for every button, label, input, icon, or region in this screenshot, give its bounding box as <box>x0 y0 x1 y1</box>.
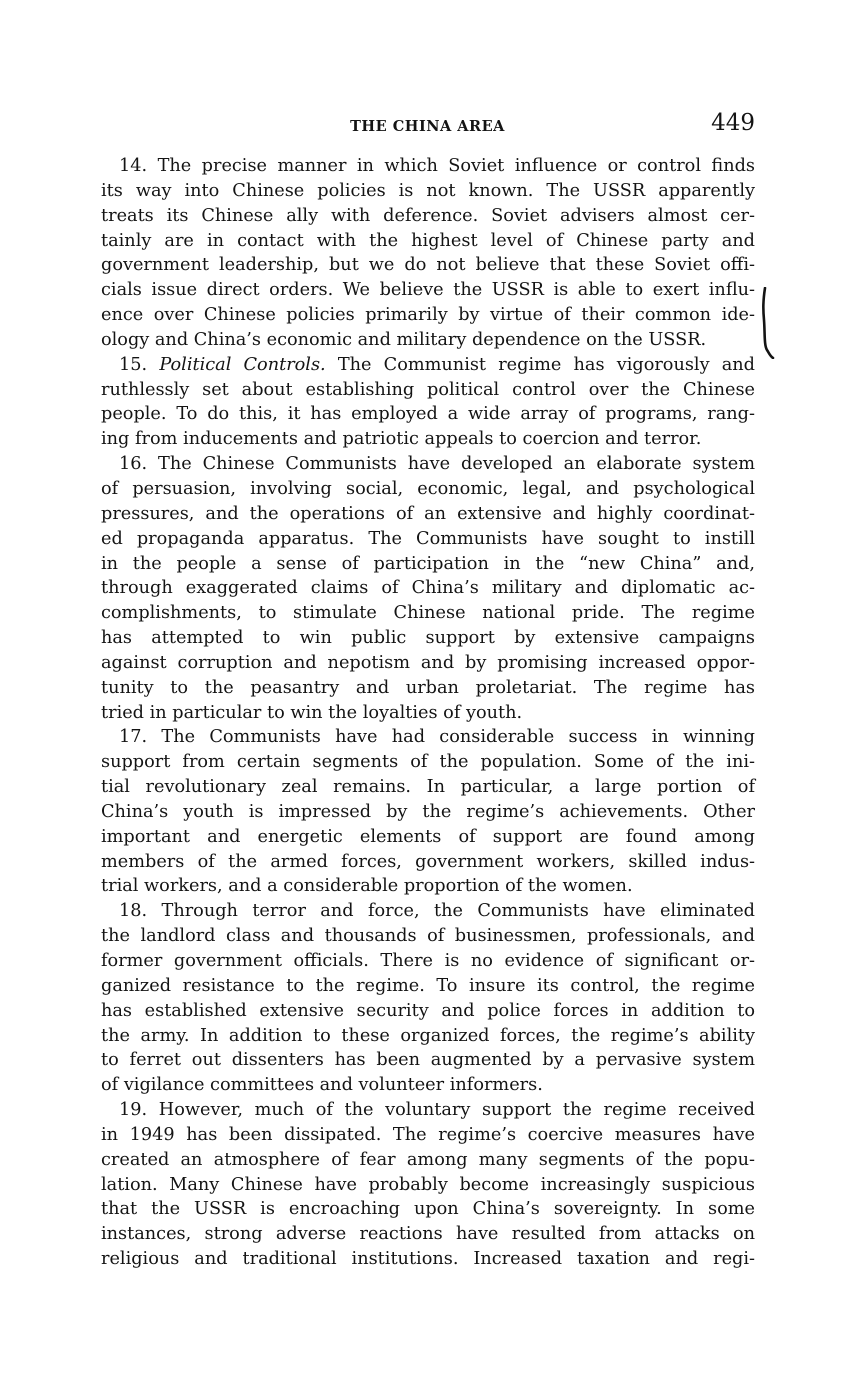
text-run: China’s youth is impressed by the regime’s achievements. Other <box>101 801 755 822</box>
text-run: ing from inducements and patriotic appeals to coercion and terror. <box>101 429 702 450</box>
text-line <box>101 402 755 427</box>
text-run: has attempted to win public support by extensive campaigns <box>101 628 755 649</box>
text-line <box>101 1048 755 1073</box>
text-line <box>101 800 755 825</box>
text-line <box>101 601 755 626</box>
text-line <box>101 502 755 527</box>
text-run: members of the armed forces, government workers, skilled indus- <box>101 851 755 872</box>
text-line <box>101 303 755 328</box>
text-run: tried in particular to win the loyalties of youth. <box>101 702 523 723</box>
text-run: important and energetic elements of support are found among <box>101 826 755 847</box>
text-run: lation. Many Chinese have probably become increasingly suspicious <box>101 1174 755 1195</box>
text-line <box>101 1173 755 1198</box>
text-line <box>101 1098 755 1123</box>
text-run: cials issue direct orders. We believe the USSR is able to exert influ- <box>101 280 755 301</box>
paragraph-number: 16. <box>119 454 148 475</box>
text-run: created an atmosphere of fear among many segments of the popu- <box>101 1149 755 1170</box>
text-line <box>101 701 755 726</box>
paragraph-14 <box>101 154 755 353</box>
text-run: complishments, to stimulate Chinese national pride. The regime <box>101 603 755 624</box>
text-line <box>101 676 755 701</box>
text-run: against corruption and nepotism and by promising increased oppor- <box>101 652 755 673</box>
text-line <box>101 626 755 651</box>
text-line <box>101 1024 755 1049</box>
paragraph-number: 15. <box>119 354 148 375</box>
text-run: the landlord class and thousands of businessmen, professionals, and <box>101 926 755 947</box>
text-line <box>101 725 755 750</box>
text-run: its way into Chinese policies is not known. The USSR apparently <box>101 180 755 201</box>
text-line <box>101 949 755 974</box>
text-run: of persuasion, involving social, economic, legal, and psychological <box>101 478 755 499</box>
text-line <box>101 576 755 601</box>
paragraph-number: 17. <box>119 727 148 748</box>
text-run: former government officials. There is no evidence of significant or- <box>101 951 755 971</box>
text-run: instances, strong adverse reactions have resulted from attacks on <box>101 1224 755 1245</box>
text-line <box>101 328 755 353</box>
text-line <box>101 750 755 775</box>
text-line <box>101 477 755 502</box>
text-line <box>101 527 755 552</box>
text-line <box>101 427 755 452</box>
text-run: tial revolutionary zeal remains. In particular, a large portion of <box>101 777 755 798</box>
text-run: has established extensive security and police forces in addition to <box>101 1000 755 1021</box>
text-run: religious and traditional institutions. Increased taxation and regi- <box>101 1249 755 1270</box>
page-number: 449 <box>711 110 755 136</box>
text-run: However, much of the voluntary support the regime received <box>147 1100 755 1121</box>
text-line <box>101 452 755 477</box>
text-run: of vigilance committees and volunteer informers. <box>101 1075 543 1096</box>
text-line <box>101 850 755 875</box>
text-line <box>101 999 755 1024</box>
text-line <box>101 1123 755 1148</box>
text-run: treats its Chinese ally with deference. Soviet advisers almost cer- <box>101 205 755 226</box>
paragraph-18 <box>101 899 755 1098</box>
running-title: THE CHINA AREA <box>350 118 505 135</box>
text-line <box>101 253 755 278</box>
italic-heading: Political Controls. <box>159 354 326 375</box>
paragraph-19 <box>101 1098 755 1272</box>
text-run: The Communist regime has vigorously and <box>325 354 755 375</box>
text-line <box>101 552 755 577</box>
text-run: ruthlessly set about establishing political control over the Chinese <box>101 379 755 400</box>
text-run: people. To do this, it has employed a wide array of programs, rang- <box>101 404 755 425</box>
text-run: ology and China’s economic and military dependence on the USSR. <box>101 329 707 350</box>
text-line <box>101 229 755 254</box>
text-line <box>101 154 755 179</box>
text-line <box>101 775 755 800</box>
text-run: the army. In addition to these organized forces, the regime’s ability <box>101 1025 755 1046</box>
text-line <box>101 1073 755 1098</box>
text-run: Through terror and force, the Communists have eliminated <box>147 901 755 922</box>
text-line <box>101 651 755 676</box>
text-run: to ferret out dissenters has been augmented by a pervasive system <box>101 1050 755 1071</box>
text-run: ence over Chinese policies primarily by virtue of their common ide- <box>101 305 755 326</box>
text-run: pressures, and the operations of an extensive and highly coordinat- <box>101 503 755 524</box>
text-run: in 1949 has been dissipated. The regime’s coercive measures have <box>101 1124 755 1145</box>
text-run: support from certain segments of the population. Some of the ini- <box>101 752 755 773</box>
text-run: ganized resistance to the regime. To insure its control, the regime <box>101 975 755 996</box>
paragraph-number: 14. <box>119 156 148 176</box>
body-text <box>101 154 755 1272</box>
text-line <box>101 1197 755 1222</box>
text-line <box>101 179 755 204</box>
paragraph-15 <box>101 353 755 452</box>
paragraph-number: 18. <box>119 901 148 922</box>
text-run: tainly are in contact with the highest level of Chinese party and <box>101 230 755 251</box>
text-run: in the people a sense of participation in the “new China” and, <box>101 553 755 574</box>
text-line <box>101 899 755 924</box>
text-run: The Communists have had considerable success in winning <box>147 727 755 748</box>
text-run: tunity to the peasantry and urban proletariat. The regime has <box>101 677 755 698</box>
text-line <box>101 825 755 850</box>
text-line <box>101 204 755 229</box>
text-run: that the USSR is encroaching upon China’s sovereignty. In some <box>101 1199 755 1220</box>
text-run: through exaggerated claims of China’s military and diplomatic ac- <box>101 578 755 599</box>
text-run: ed propaganda apparatus. The Communists have sought to instill <box>101 528 755 549</box>
text-line <box>101 924 755 949</box>
paragraph-16 <box>101 452 755 725</box>
text-line <box>101 1222 755 1247</box>
text-run: The precise manner in which Soviet influence or control finds <box>147 156 755 176</box>
text-run: The Chinese Communists have developed an elaborate system <box>147 454 755 475</box>
text-line <box>101 1247 755 1272</box>
text-line <box>101 974 755 999</box>
text-line <box>101 353 755 378</box>
text-run: government leadership, but we do not believe that these Soviet offi- <box>101 255 755 276</box>
text-line <box>101 278 755 303</box>
text-run: trial workers, and a considerable proportion of the women. <box>101 876 633 897</box>
paragraph-number: 19. <box>119 1100 148 1121</box>
running-header <box>100 112 755 142</box>
text-line <box>101 874 755 899</box>
paragraph-17 <box>101 725 755 899</box>
text-line <box>101 1148 755 1173</box>
text-line <box>101 378 755 403</box>
margin-change-bar <box>761 287 779 359</box>
text-run <box>147 355 159 375</box>
